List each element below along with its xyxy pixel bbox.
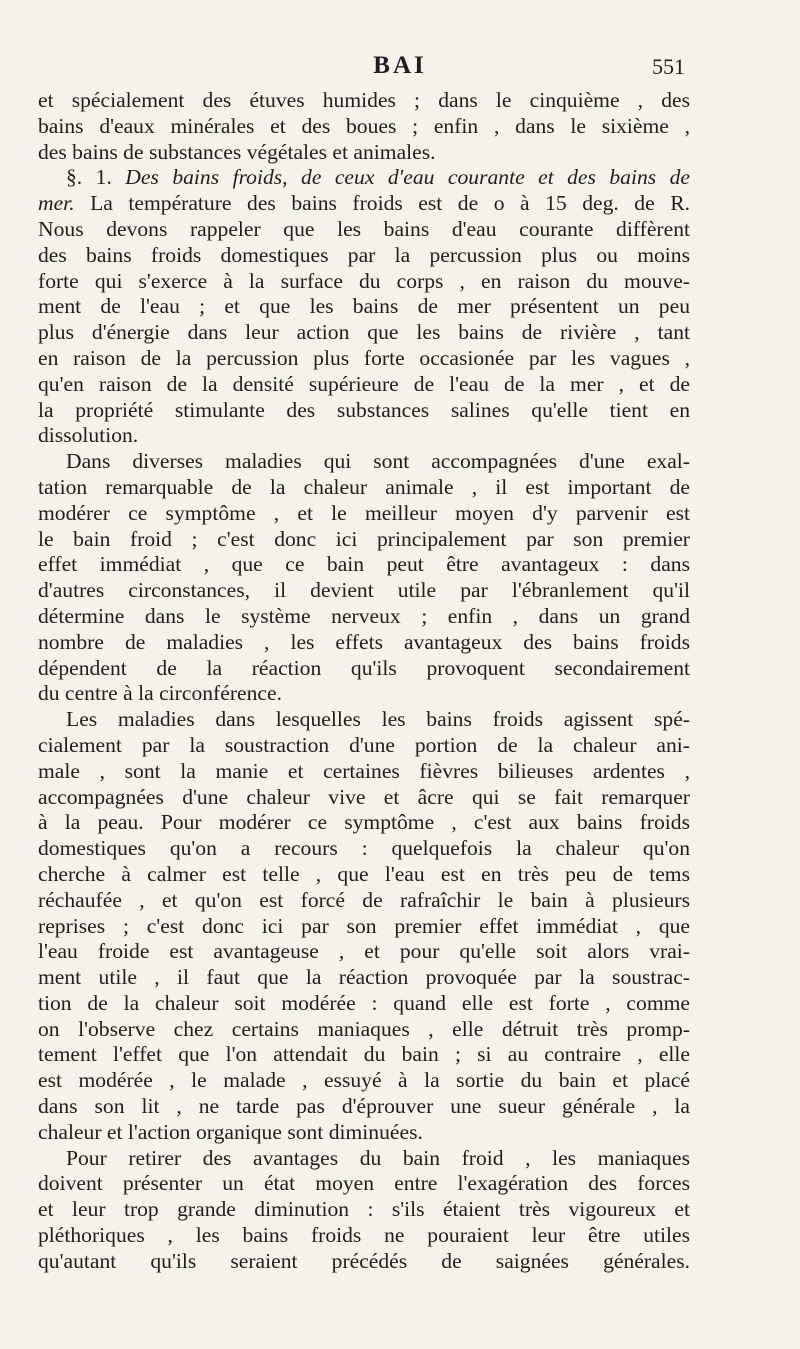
line-text: Dans diverses maladies qui sont accompagnées d'une exal- <box>66 449 690 474</box>
text-line <box>38 836 690 862</box>
line-text: effet immédiat , que ce bain peut être avantageux : dans <box>38 552 690 577</box>
text-line <box>38 939 690 965</box>
text-line <box>38 1223 690 1249</box>
line-text: forte qui s'exerce à la surface du corps , en raison du mouve- <box>38 268 690 293</box>
line-text: doivent présenter un état moyen entre l'exagération des forces <box>38 1171 690 1196</box>
text-line <box>38 501 690 527</box>
text-line <box>38 862 690 888</box>
text-line <box>38 346 690 372</box>
line-text: dans son lit , ne tarde pas d'éprouver une sueur générale , la <box>38 1094 690 1119</box>
running-head <box>0 52 800 86</box>
text-line <box>38 191 690 217</box>
line-text: dissolution. <box>38 423 139 448</box>
line-text: §. 1. <box>66 165 126 190</box>
line-text: ment de l'eau ; et que les bains de mer présentent un peu <box>38 294 690 319</box>
text-line <box>38 475 690 501</box>
text-line <box>38 527 690 553</box>
text-line <box>38 1068 690 1094</box>
text-line <box>38 888 690 914</box>
line-text: et leur trop grande diminution : s'ils étaient très vigoureux et <box>38 1197 690 1222</box>
line-text: Les maladies dans lesquelles les bains froids agissent spé- <box>66 707 690 732</box>
text-line <box>38 269 690 295</box>
line-text: cialement par la soustraction d'une portion de la chaleur ani- <box>38 732 690 757</box>
line-text: Pour retirer des avantages du bain froid , les maniaques <box>66 1145 690 1170</box>
line-text: du centre à la circonférence. <box>38 681 282 706</box>
line-text: accompagnées d'une chaleur vive et âcre qui se fait remarquer <box>38 784 690 809</box>
line-text: tion de la chaleur soit modérée : quand elle est forte , comme <box>38 990 690 1015</box>
text-line <box>38 398 690 424</box>
line-text: tation remarquable de la chaleur animale , il est important de <box>38 474 690 499</box>
line-text: tement l'effet que l'on attendait du bain ; si au contraire , elle <box>38 1042 690 1067</box>
text-line <box>38 243 690 269</box>
line-text: et spécialement des étuves humides ; dans le cinquième , des <box>38 88 690 112</box>
line-text: dépendent de la réaction qu'ils provoquent secondairement <box>38 655 690 680</box>
text-line <box>38 604 690 630</box>
line-text: reprises ; c'est donc ici par son premier effet immédiat , que <box>38 913 690 938</box>
line-text: l'eau froide est avantageuse , et pour qu'elle soit alors vrai- <box>38 939 690 964</box>
line-text: réchaufée , et qu'on est forcé de rafraîchir le bain à plusieurs <box>38 887 690 912</box>
running-head-title: BAI <box>373 52 427 79</box>
line-text: Nous devons rappeler que les bains d'eau courante diffèrent <box>38 216 690 241</box>
text-line <box>38 320 690 346</box>
text-line <box>38 449 690 475</box>
line-text: est modérée , le malade , essuyé à la sortie du bain et placé <box>38 1068 690 1093</box>
text-line <box>38 1171 690 1197</box>
line-text: chaleur et l'action organique sont diminuées. <box>38 1119 423 1144</box>
text-line <box>38 1197 690 1223</box>
text-line <box>38 759 690 785</box>
line-text: nombre de maladies , les effets avantageux des bains froids <box>38 629 690 654</box>
text-line <box>38 1146 690 1172</box>
line-text: bains d'eaux minérales et des boues ; enfin , dans le sixième , <box>38 113 690 138</box>
text-line <box>38 785 690 811</box>
text-line <box>38 88 690 114</box>
text-line <box>38 165 690 191</box>
text-line <box>38 114 690 140</box>
text-line <box>38 991 690 1017</box>
text-line <box>38 630 690 656</box>
text-line <box>38 140 690 166</box>
line-text: la propriété stimulante des substances salines qu'elle tient en <box>38 397 690 422</box>
line-text: détermine dans le système nerveux ; enfin , dans un grand <box>38 603 690 628</box>
line-text: male , sont la manie et certaines fièvres bilieuses ardentes , <box>38 758 690 783</box>
line-text: cherche à calmer est telle , que l'eau est en très peu de tems <box>38 861 690 886</box>
line-text: à la peau. Pour modérer ce symptôme , c'est aux bains froids <box>38 810 690 835</box>
line-text: qu'autant qu'ils seraient précédés de saignées générales. <box>38 1248 690 1273</box>
line-text: domestiques qu'on a recours : quelquefois la chaleur qu'on <box>38 836 690 861</box>
text-line <box>38 1094 690 1120</box>
text-line <box>38 707 690 733</box>
text-line <box>38 1120 690 1146</box>
line-text: qu'en raison de la densité supérieure de l'eau de la mer , et de <box>38 371 690 396</box>
line-text: on l'observe chez certains maniaques , elle détruit très promp- <box>38 1016 690 1041</box>
text-line <box>38 1017 690 1043</box>
italic-text: Des bains froids, de ceux d'eau courante et des bains de <box>125 165 690 190</box>
line-text: des bains froids domestiques par la percussion plus ou moins <box>38 242 690 267</box>
text-line <box>38 914 690 940</box>
text-line <box>38 656 690 682</box>
line-text: d'autres circonstances, il devient utile par l'ébranlement qu'il <box>38 578 690 603</box>
line-text: des bains de substances végétales et animales. <box>38 139 436 164</box>
line-text: le bain froid ; c'est donc ici principalement par son premier <box>38 526 690 551</box>
text-line <box>38 552 690 578</box>
text-line <box>38 423 690 449</box>
text-line <box>38 372 690 398</box>
line-text: La température des bains froids est de o à 15 deg. de R. <box>90 191 690 216</box>
text-line <box>38 1249 690 1275</box>
page-number: 551 <box>652 54 685 79</box>
text-line <box>38 578 690 604</box>
text-line <box>38 1042 690 1068</box>
line-text: pléthoriques , les bains froids ne pouraient leur être utiles <box>38 1223 690 1248</box>
line-text: en raison de la percussion plus forte occasionée par les vagues , <box>38 345 690 370</box>
line-text: modérer ce symptôme , et le meilleur moyen d'y parvenir est <box>38 500 690 525</box>
text-line <box>38 217 690 243</box>
text-line <box>38 810 690 836</box>
text-line <box>38 733 690 759</box>
body-text <box>38 88 690 1275</box>
text-line <box>38 965 690 991</box>
text-line <box>38 294 690 320</box>
line-text: plus d'énergie dans leur action que les bains de rivière , tant <box>38 320 690 345</box>
line-text: ment utile , il faut que la réaction provoquée par la soustrac- <box>38 965 690 990</box>
text-line <box>38 681 690 707</box>
italic-text: mer. <box>38 191 91 216</box>
